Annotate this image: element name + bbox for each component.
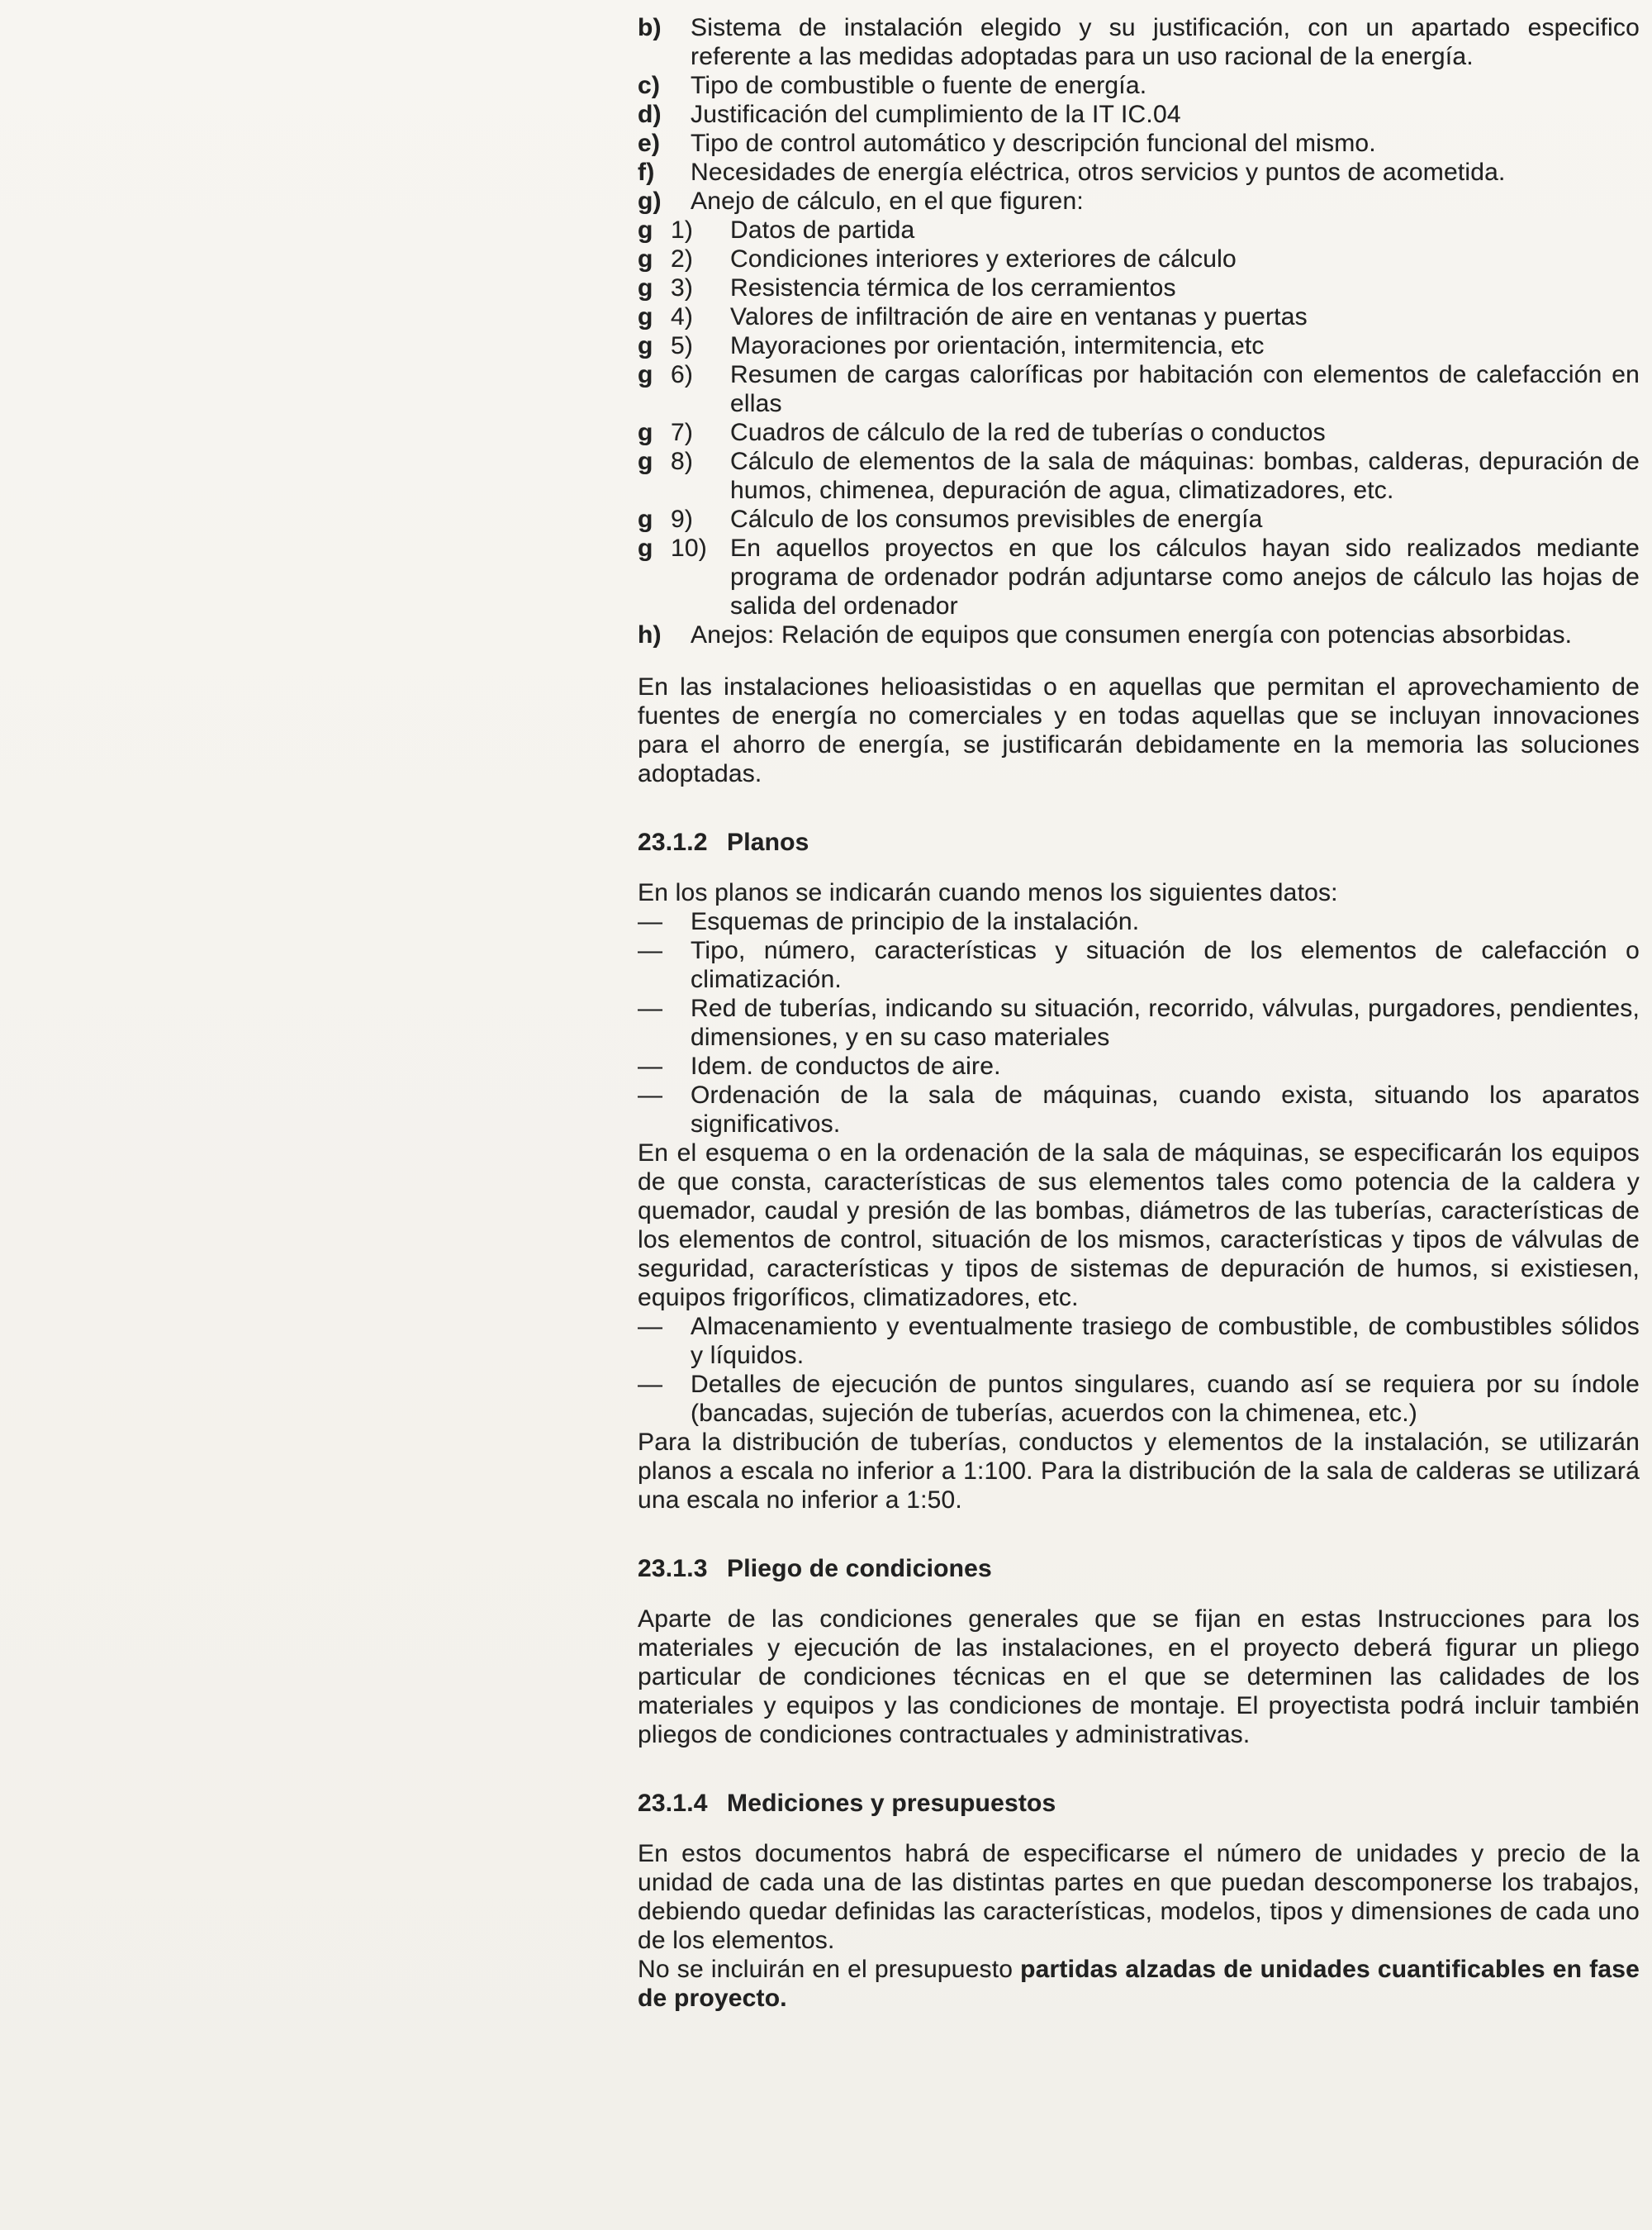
g-prefix: g — [638, 332, 653, 359]
g-list-item-6 — [638, 360, 1640, 418]
g-item-text: Valores de infiltración de aire en ventanas y puertas — [730, 303, 1308, 330]
dash-marker: — — [638, 1082, 663, 1109]
paragraph-distribucion: Para la distribución de tuberías, conductos y elementos de la instalación, se utilizarán planos a escala no inferior a 1:100. Para la distribución de la sala de calderas se utilizará una escala no inferior a 1:50. — [638, 1429, 1640, 1514]
dash-marker: — — [638, 1313, 663, 1340]
list-item-d — [638, 100, 1640, 129]
g-list-item-8 — [638, 447, 1640, 505]
list-item-f — [638, 158, 1640, 187]
item-label: h) — [638, 621, 662, 649]
paragraph-esquema: En el esquema o en la ordenación de la sala de máquinas, se especificarán los equipos de que consta, características de sus elementos tales como potencia de la caldera y quemador, caudal y presión de las bombas, diámetros de las tuberías, características de los elementos de control, situación de los mismos, características y tipos de válvulas de seguridad, características y tipos de sistemas de depuración de humos, si existiesen, equipos frigoríficos, climatizadores, etc. — [638, 1139, 1640, 1311]
g-item-text: En aquellos proyectos en que los cálculos hayan sido realizados mediante programa de ordenador podrán adjuntarse como anejos de cálculo las hojas de salida del ordenador — [730, 535, 1640, 620]
g-prefix: g — [638, 361, 653, 388]
paragraph-mediciones: En estos documentos habrá de especificarse el número de unidades y precio de la unidad de cada una de las distintas partes en que puedan descomponerse los trabajos, debiendo quedar definidas las características, modelos, tipos y dimensiones de cada uno de los elementos. — [638, 1840, 1640, 1954]
g-prefix: g — [638, 535, 653, 562]
g-item-text: Resumen de cargas caloríficas por habitación con elementos de calefacción en ellas — [730, 361, 1640, 417]
bullet-item — [638, 1370, 1640, 1428]
g-item-number: 6) — [671, 361, 694, 388]
g-list-item-2 — [638, 245, 1640, 273]
bullet-item — [638, 907, 1640, 936]
paragraph-helioasistidas: En las instalaciones helioasistidas o en aquellas que permitan el aprovechamiento de fuentes de energía no comerciales y en todas aquellas que se incluyan innovaciones para el ahorro de energía, se justificarán debidamente en la memoria las soluciones adoptadas. — [638, 673, 1640, 787]
g-list-item-7 — [638, 418, 1640, 447]
list-item-g — [638, 187, 1640, 216]
list-item-e — [638, 129, 1640, 158]
item-label: g) — [638, 188, 662, 215]
item-text: Tipo de control automático y descripción funcional del mismo. — [691, 130, 1376, 157]
section-heading-planos — [638, 828, 1640, 857]
g-item-text: Resistencia térmica de los cerramientos — [730, 274, 1176, 302]
bullet-item — [638, 994, 1640, 1052]
g-item-text: Cálculo de los consumos previsibles de energía — [730, 506, 1263, 533]
g-item-number: 5) — [671, 332, 694, 359]
bullet-item — [638, 1081, 1640, 1139]
g-prefix: g — [638, 216, 653, 244]
bullet-item — [638, 1052, 1640, 1081]
paragraph-pliego: Aparte de las condiciones generales que se fijan en estas Instrucciones para los materiales y ejecución de las instalaciones, en el proyecto deberá figurar un pliego particular de condiciones técnicas en el que se determinen las calidades de los materiales y equipos y las condiciones de montaje. El proyectista podrá incluir también pliegos de condiciones contractuales y administrativas. — [638, 1605, 1640, 1748]
section-title: Pliego de condiciones — [727, 1555, 992, 1582]
bullet-text: Detalles de ejecución de puntos singulares, cuando así se requiera por su índole (bancadas, sujeción de tuberías, acuerdos con la chimenea, etc.) — [691, 1371, 1640, 1427]
g-item-number: 2) — [671, 245, 694, 273]
section-heading-pliego — [638, 1554, 1640, 1583]
g-item-text: Cuadros de cálculo de la red de tuberías o conductos — [730, 419, 1326, 446]
bullet-item — [638, 936, 1640, 994]
bullet-item — [638, 1312, 1640, 1370]
g-prefix: g — [638, 303, 653, 330]
item-text: Sistema de instalación elegido y su justificación, con un apartado especifico referente a las medidas adoptadas para un uso racional de la energía. — [691, 14, 1640, 70]
section-number: 23.1.3 — [638, 1555, 708, 1582]
list-item-c — [638, 71, 1640, 100]
g-list-item-9 — [638, 505, 1640, 534]
g-prefix: g — [638, 274, 653, 302]
item-text: Tipo de combustible o fuente de energía. — [691, 72, 1147, 99]
bullet-text: Red de tuberías, indicando su situación, recorrido, válvulas, purgadores, pendientes, dimensiones, y en su caso materiales — [691, 995, 1640, 1051]
bullet-text: Almacenamiento y eventualmente trasiego de combustible, de combustibles sólidos y líquidos. — [691, 1313, 1640, 1369]
dash-marker: — — [638, 1371, 663, 1398]
section-title: Planos — [727, 829, 809, 856]
list-item-h — [638, 621, 1640, 649]
g-prefix: g — [638, 419, 653, 446]
section-number: 23.1.4 — [638, 1790, 708, 1817]
item-text: Justificación del cumplimiento de la IT IC.04 — [691, 101, 1181, 128]
g-item-text: Cálculo de elementos de la sala de máquinas: bombas, calderas, depuración de humos, chimenea, depuración de agua, climatizadores, etc. — [730, 448, 1640, 504]
dash-marker: — — [638, 995, 663, 1022]
item-text: Anejos: Relación de equipos que consumen energía con potencias absorbidas. — [691, 621, 1573, 649]
dash-marker: — — [638, 1053, 663, 1080]
g-item-number: 9) — [671, 506, 694, 533]
section-title: Mediciones y presupuestos — [727, 1790, 1056, 1817]
item-label: e) — [638, 130, 661, 157]
item-label: c) — [638, 72, 661, 99]
dash-marker: — — [638, 908, 663, 935]
section-heading-mediciones — [638, 1789, 1640, 1818]
section-number: 23.1.2 — [638, 829, 708, 856]
paragraph-planos-intro: En los planos se indicarán cuando menos los siguientes datos: — [638, 879, 1338, 906]
item-label: d) — [638, 101, 662, 128]
bullet-text: Idem. de conductos de aire. — [691, 1053, 1001, 1080]
item-label: f) — [638, 159, 655, 186]
g-list-item-4 — [638, 302, 1640, 331]
item-label: b) — [638, 14, 662, 41]
g-item-number: 3) — [671, 274, 694, 302]
g-prefix: g — [638, 245, 653, 273]
g-prefix: g — [638, 506, 653, 533]
g-item-text: Mayoraciones por orientación, intermitencia, etc — [730, 332, 1265, 359]
paragraph-text: No se incluirán en el presupuesto — [638, 1956, 1021, 1983]
g-item-number: 10) — [671, 535, 707, 562]
item-text: Anejo de cálculo, en el que figuren: — [691, 188, 1084, 215]
g-item-number: 8) — [671, 448, 694, 475]
bullet-text: Ordenación de la sala de máquinas, cuando exista, situando los aparatos significativos. — [691, 1082, 1640, 1138]
g-list-item-10 — [638, 534, 1640, 621]
paragraph-text-bold: partidas alzadas de unidades cuantificables en fase de proyecto. — [638, 1956, 1640, 2012]
g-list-item-3 — [638, 273, 1640, 302]
paragraph-no-incluiran — [638, 1955, 1640, 2013]
bullet-text: Esquemas de principio de la instalación. — [691, 908, 1140, 935]
list-item-b — [638, 13, 1640, 71]
g-item-number: 7) — [671, 419, 694, 446]
dash-marker: — — [638, 937, 663, 964]
g-item-number: 4) — [671, 303, 694, 330]
g-item-number: 1) — [671, 216, 694, 244]
g-item-text: Datos de partida — [730, 216, 915, 244]
g-list-item-5 — [638, 331, 1640, 360]
bullet-text: Tipo, número, características y situación de los elementos de calefacción o climatización. — [691, 937, 1640, 993]
g-list-item-1 — [638, 216, 1640, 245]
g-prefix: g — [638, 448, 653, 475]
item-text: Necesidades de energía eléctrica, otros servicios y puntos de acometida. — [691, 159, 1506, 186]
g-item-text: Condiciones interiores y exteriores de cálculo — [730, 245, 1237, 273]
